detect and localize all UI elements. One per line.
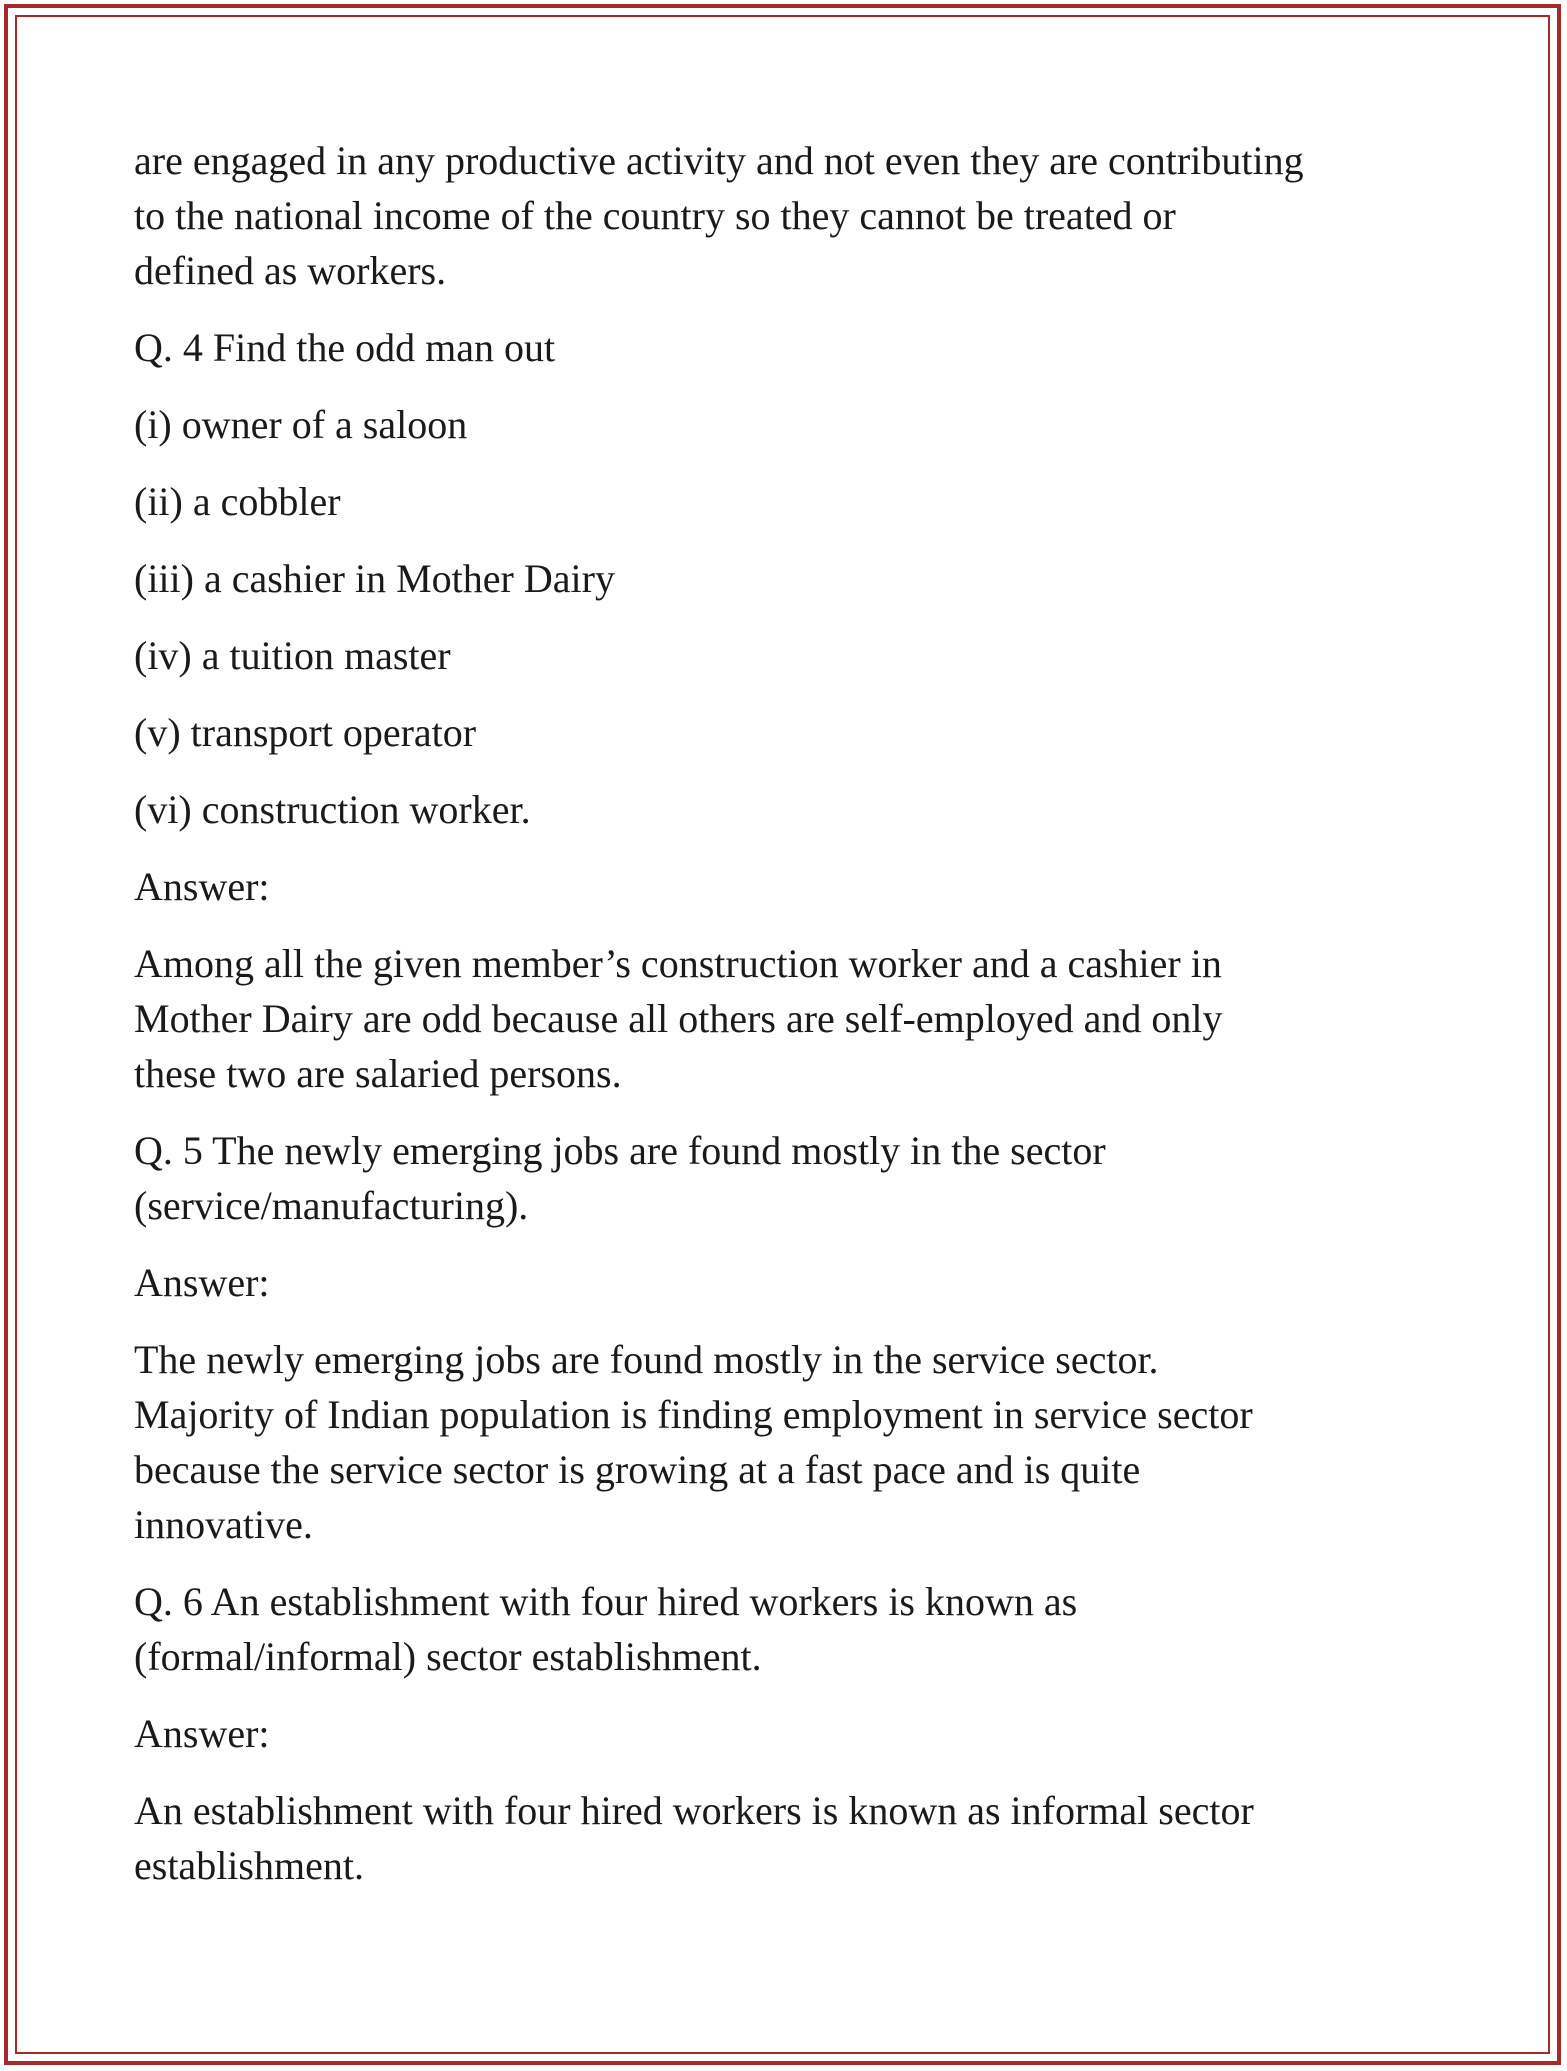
- option-i: (i) owner of a saloon: [134, 402, 468, 447]
- answer-text-q5: The newly emerging jobs are found mostly in the service sector. Majority of Indian population is finding employment in service sector because the service sector is growing at a fast pace and is quite innovative.: [134, 1337, 1253, 1547]
- answer-label-q6: Answer:: [134, 1711, 270, 1756]
- question-5: Q. 5 The newly emerging jobs are found mostly in the sector (service/manufacturing).: [134, 1128, 1106, 1228]
- question-6: Q. 6 An establishment with four hired workers is known as (formal/informal) sector establishment.: [134, 1579, 1078, 1679]
- answer-label-q5: Answer:: [134, 1260, 270, 1305]
- option-ii: (ii) a cobbler: [134, 479, 341, 524]
- option-vi: (vi) construction worker.: [134, 787, 531, 832]
- continuation-paragraph: are engaged in any productive activity and not even they are contributing to the national income of the country so they cannot be treated or defined as workers.: [134, 138, 1304, 293]
- option-iv: (iv) a tuition master: [134, 633, 451, 678]
- option-v: (v) transport operator: [134, 710, 477, 755]
- question-4: Q. 4 Find the odd man out: [134, 325, 556, 370]
- answer-text-q6: An establishment with four hired workers is known as informal sector establishment.: [134, 1788, 1254, 1888]
- option-iii: (iii) a cashier in Mother Dairy: [134, 556, 615, 601]
- answer-text-q4: Among all the given member’s construction worker and a cashier in Mother Dairy are odd because all others are self-employed and only these two are salaried persons.: [134, 941, 1223, 1096]
- document-body: [134, 133, 1454, 1915]
- answer-label-q4: Answer:: [134, 864, 270, 909]
